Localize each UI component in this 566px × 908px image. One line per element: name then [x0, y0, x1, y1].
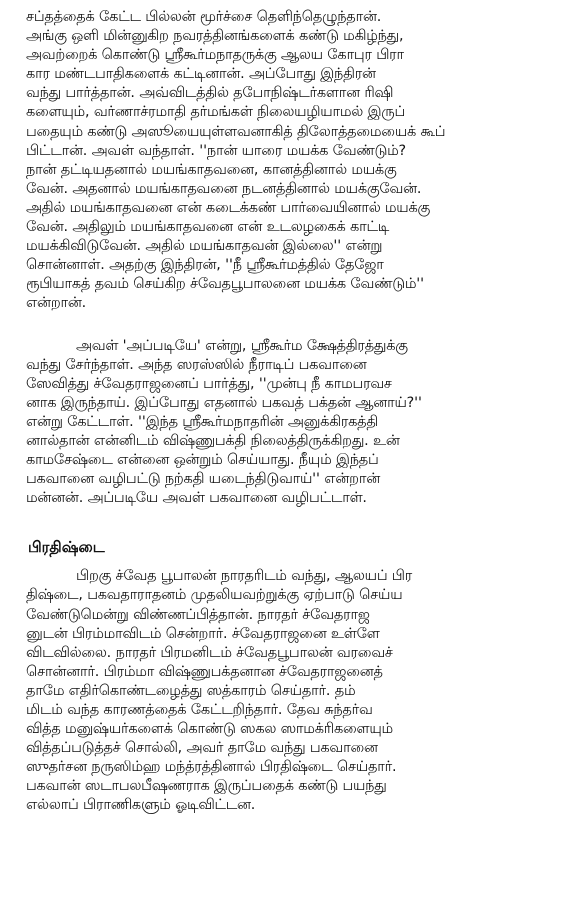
text-line: அவள் 'அப்படியே' என்று, ஸ்ரீகூர்ம க்ஷேத்திரத்துக்கு: [76, 337, 408, 354]
text-line: சப்தத்தைக் கேட்ட பில்லன் மூர்ச்சை தெளிந்தெழுந்தான்.: [26, 9, 382, 25]
text-line: னாக இருந்தாய். இப்போது எதனால் பகவத் பக்தன் ஆனாய்?'': [26, 394, 422, 411]
paragraph-3: [26, 567, 548, 815]
text-line: என்று கேட்டாள். ''இந்த ஸ்ரீகூர்மநாதரின் அனுக்கிரகத்தி: [26, 413, 378, 430]
text-line: மிடம் வந்த காரணத்தைக் கேட்டறிந்தார். தேவ சுந்தர்வ: [26, 702, 373, 718]
text-line: மயக்கிவிடுவேன். அதில் மயங்காதவன் இல்லை'' என்று: [26, 238, 383, 255]
text-line: வந்து சேர்ந்தாள். அந்த ஸரஸ்ஸில் நீராடிப் பகவானை: [26, 356, 367, 373]
text-line: நான் தட்டியதனால் மயங்காதவனை, கானத்தினால் மயக்கு: [26, 161, 397, 178]
text-line: பிட்டான். அவள் வந்தாள். ''நான் யாரை மயக்க வேண்டும்?: [26, 142, 407, 159]
text-line: கார மண்டபாதிகளைக் கட்டினான். அப்போது இந்திரன்: [26, 66, 376, 83]
text-line: சொன்னார். பிரம்மா விஷ்ணுபக்தனான ச்வேதராஜனைத்: [26, 663, 383, 680]
paragraph-1: [26, 8, 548, 314]
text-line: வந்து பார்த்தான். அவ்விடத்தில் தபோநிஷ்டர்களான ரிஷி: [26, 85, 394, 102]
text-line: பகவானை வழிபட்டு நற்கதி யடைந்திடுவாய்'' என்றான்: [26, 471, 380, 488]
text-line: அங்கு ஒளி மின்னுகிற நவரத்தினங்களைக் கண்டு மகிழ்ந்து,: [26, 28, 404, 45]
text-line: ரூபியாகத் தவம் செய்கிற ச்வேதபூபாலனை மயக்க வேண்டும்'': [26, 276, 424, 293]
text-line: களையும், வர்ணாச்ரமாதி தர்மங்கள் நிலையழியாமல் இருப்: [26, 104, 405, 121]
text-line: அதில் மயங்காதவனை என் கடைக்கண் பார்வையினால் மயக்கு: [26, 199, 431, 216]
text-line: விடவில்லை. நாரதர் பிரமனிடம் ச்வேதபூபாலன் வரவைச்: [26, 644, 393, 661]
text-line: னுடன் பிரம்மாவிடம் சென்றார். ச்வேதராஜனை உள்ளே: [26, 625, 380, 642]
text-line: ஸுதர்சன நருஸிம்ஹ மந்த்ரத்தினால் பிரதிஷ்டை செய்தார்.: [26, 759, 397, 776]
text-line: அவற்றைக் கொண்டு ஸ்ரீகூர்மநாதருக்கு ஆலய கோபுர பிரா: [26, 47, 404, 64]
text-line: னால்தான் என்னிடம் விஷ்ணுபக்தி நிலைத்திருக்கிறது. உன்: [26, 432, 400, 449]
text-line: வேன். அதிலும் மயங்காதவனை என் உடலழகைக் காட்டி: [26, 219, 390, 236]
text-line: சொன்னாள். அதற்கு இந்திரன், ''நீ ஸ்ரீகூர்மத்தில் தேஜோ: [26, 257, 384, 274]
text-line: பகவான் ஸடாபலபீஷணராக இருப்பதைக் கண்டு பயந்து: [26, 778, 387, 795]
text-line: வித்த மனுஷ்யர்களைக் கொண்டு ஸகல ஸாமக்ரிகளையும்: [26, 721, 393, 738]
text-line: மன்னன். அப்படியே அவள் பகவானை வழிபட்டாள்.: [26, 490, 367, 507]
paragraph-2: [26, 337, 548, 509]
text-line: என்றான்.: [26, 295, 87, 312]
text-line: வேண்டுமென்று விண்ணப்பித்தான். நாரதர் ச்வேதராஜ: [26, 606, 370, 623]
text-line: வித்தப்படுத்தச் சொல்லி, அவர் தாமே வந்து பகவானை: [26, 740, 378, 757]
text-line: காமசேஷ்டை என்னை ஒன்றும் செய்யாது. நீயும் இந்தப்: [26, 452, 379, 469]
text-line: திஷ்டை, பகவதாராதனம் முதலியவற்றுக்கு ஏற்பாடு செய்ய: [26, 587, 403, 604]
text-line: பதையும் கண்டு அஸூயையுள்ளவனாகித் திலோத்தமையைக் கூப்: [26, 123, 446, 140]
text-line: ஸேவித்து ச்வேதராஜனைப் பார்த்து, ''முன்பு நீ காமபரவச: [26, 375, 392, 392]
text-line: தாமே எதிர்கொண்டழைத்து ஸத்காரம் செய்தார். தம்: [26, 682, 356, 699]
section-heading: பிரதிஷ்டை: [28, 538, 105, 557]
text-line: வேன். அதனால் மயங்காதவனை நடனத்தினால் மயக்குவேன்.: [26, 180, 422, 197]
text-line: எல்லாப் பிராணிகளும் ஓடிவிட்டன.: [26, 797, 256, 814]
text-line: பிறகு ச்வேத பூபாலன் நாரதரிடம் வந்து, ஆலயப் பிர: [76, 568, 413, 585]
